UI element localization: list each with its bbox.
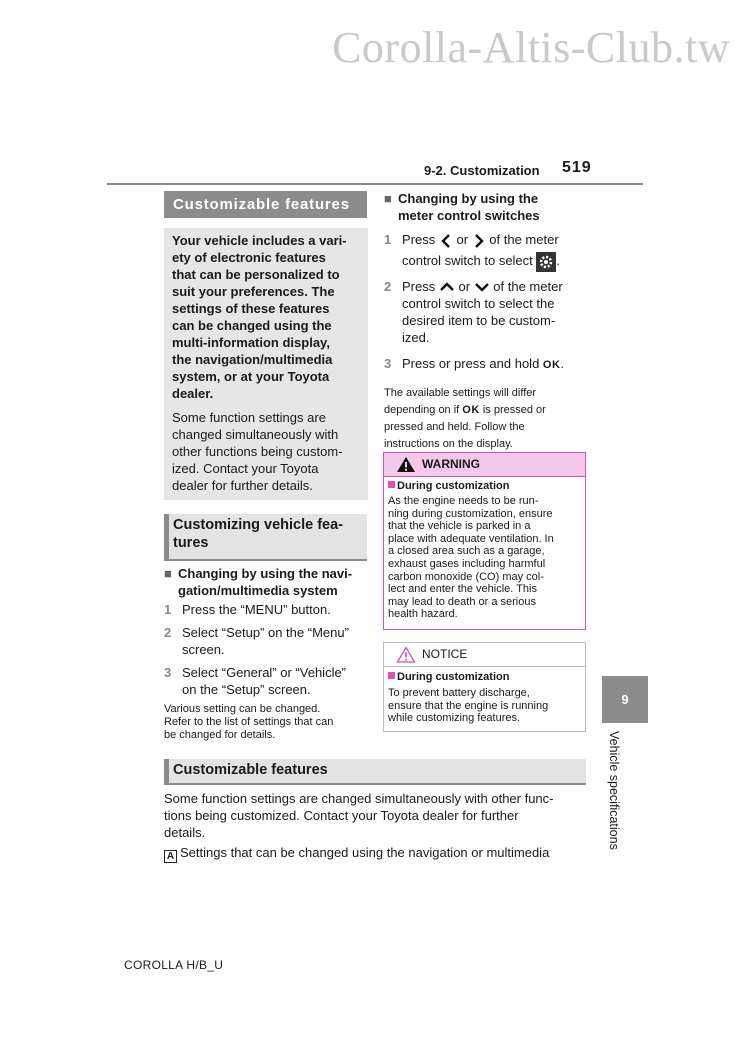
notice-box xyxy=(383,642,586,732)
note-right: The available settings will differ depending on if OK is pressed or pressed and held. Follow the instructions on the display. xyxy=(384,387,546,450)
intro-bold-text: Your vehicle includes a vari- ety of electronic features that can be personalized to suit your preferences. The settings of these features can be changed using the multi-information display, the navigation/multimedia system, or at your Toyota dealer. xyxy=(172,233,347,401)
warning-box xyxy=(383,452,586,630)
warning-body: As the engine needs to be run- ning during customization, ensure that the vehicle is parked in a place with adequate ventilation. In a closed area such as a garage, exhaust gases including harmful carbon monoxide (CO) may col- lect and enter the vehicle. This may lead to death or a serious health hazard. xyxy=(388,495,554,621)
chapter-label: Vehicle specifications xyxy=(607,731,621,850)
gear-icon xyxy=(536,252,556,272)
step-item: 1 Press or of the meter control switch to select . xyxy=(384,229,589,272)
chevron-right-icon xyxy=(472,233,486,249)
note-left: Various setting can be changed. Refer to the list of settings that can be changed for details. xyxy=(164,703,334,741)
step-item: 1 Press the “MENU” button. xyxy=(164,602,331,617)
notice-subtitle: During customization xyxy=(384,667,585,683)
notice-header: NOTICE xyxy=(384,643,585,667)
subheading-meter: ■ Changing by using the meter control switches xyxy=(384,191,540,223)
warning-triangle-icon xyxy=(396,456,416,473)
footer-model: COROLLA H/B_U xyxy=(124,958,224,972)
step-item: 3 Select “General” or “Vehicle” on the “Setup” screen. xyxy=(164,665,347,697)
intro-plain-text: Some function settings are changed simultaneously with other functions being custom- ized. Contact your Toyota dealer for further details. xyxy=(172,410,343,493)
steps-navigation xyxy=(164,601,374,698)
subheading-navigation: ■ Changing by using the navi- gation/multimedia system xyxy=(164,566,353,598)
step-item: 3 Press or press and hold OK. xyxy=(384,355,565,371)
ok-button-symbol: OK xyxy=(542,358,561,371)
section-heading-customizing: Customizing vehicle fea- tures xyxy=(164,514,367,561)
notice-triangle-icon xyxy=(396,646,416,663)
step-item: 2 Press or of the meter control switch to select the desired item to be custom- ized. xyxy=(384,278,563,345)
chevron-up-icon xyxy=(439,281,455,293)
page-number: 519 xyxy=(562,159,592,176)
bottom-paragraph: Some function settings are changed simultaneously with other func- tions being customized. Contact your Toyota dealer for further details. xyxy=(164,791,554,840)
settings-a-line: A Settings that can be changed using the navigation or multimedia xyxy=(164,845,549,863)
pink-square-marker xyxy=(388,481,395,488)
chapter-tab: 9 xyxy=(602,676,648,723)
chevron-down-icon xyxy=(474,281,490,293)
title-bar: Customizable features xyxy=(164,191,367,218)
section-heading-bottom: Customizable features xyxy=(164,759,586,785)
section-title: 9-2. Customization xyxy=(424,163,540,178)
pink-square-marker xyxy=(388,672,395,679)
warning-header: WARNING xyxy=(384,453,585,477)
header-rule xyxy=(107,183,643,185)
chevron-left-icon xyxy=(439,233,453,249)
ok-button-symbol: OK xyxy=(462,404,480,416)
a-label-box: A xyxy=(164,850,177,863)
intro-box xyxy=(164,228,368,500)
watermark: Corolla-Altis-Club.tw xyxy=(332,23,730,72)
steps-meter xyxy=(384,229,589,374)
notice-body: To prevent battery discharge, ensure that the engine is running while customizing features. xyxy=(388,687,549,725)
step-item: 2 Select “Setup” on the “Menu” screen. xyxy=(164,625,349,657)
warning-subtitle: During customization xyxy=(384,477,585,492)
